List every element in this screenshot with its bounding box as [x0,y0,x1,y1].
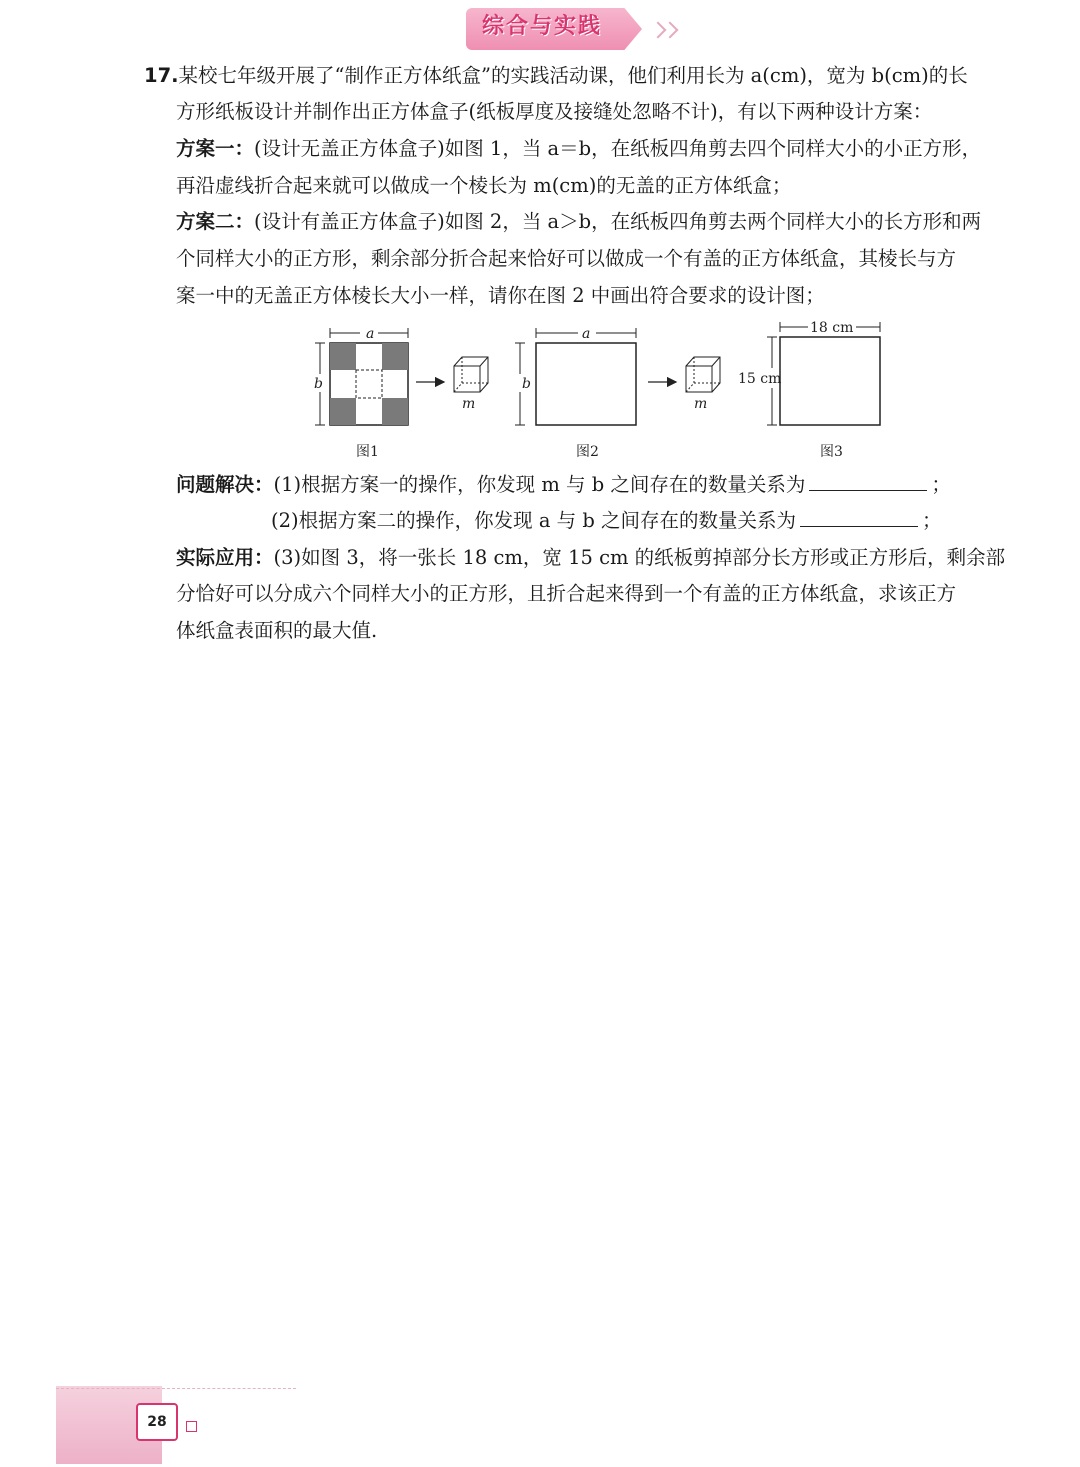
apply-line3: 体纸盒表面积的最大值. [176,619,378,642]
fig1-caption: 图1 [356,444,379,460]
question-intro-line1: 17.某校七年级开展了“制作正方体纸盒”的实践活动课，他们利用长为 a(cm)，宽为 b(cm)的长 [144,64,968,87]
fig1-label-b: b [314,376,323,392]
figure-2 [515,326,720,460]
fig2-caption: 图2 [576,444,599,460]
figure-1 [314,326,488,460]
chevron-right-icon [662,22,679,39]
solve-q2: (2)根据方案二的操作，你发现 a 与 b 之间存在的数量关系为 ； [271,509,942,532]
plan2-label: 方案二： [176,210,255,233]
page-number: 28 [136,1403,178,1441]
fig1-corner [382,398,408,425]
fig2-label-m: m [694,396,708,412]
footer-divider [56,1388,296,1390]
figures-area [300,316,900,466]
figure-3 [738,320,880,460]
plan1-label: 方案一： [176,137,255,160]
question-intro-line2: 方形纸板设计并制作出正方体盒子(纸板厚度及接缝处忽略不计)，有以下两种设计方案： [176,100,933,123]
fig1-corner [330,398,356,425]
fig1-corner [330,343,356,370]
section-title: 综合与实践 [482,14,603,39]
fig1-cube [454,357,488,392]
apply-line1: 实际应用：(3)如图 3，将一张长 18 cm，宽 15 cm 的纸板剪掉部分长方形或正方形后，剩余部 [176,546,1006,569]
fig3-width-label: 18 cm [810,320,854,336]
fig2-label-b: b [522,376,531,392]
fig2-board [536,343,636,425]
fig3-board [780,337,880,425]
fig1-corner [382,343,408,370]
plan2-line1: 方案二：(设计有盖正方体盒子)如图 2，当 a＞b，在纸板四角剪去两个同样大小的长方形和两 [176,210,982,233]
fig1-label-a: a [366,326,375,342]
apply-label: 实际应用： [176,546,274,569]
fig1-label-m: m [462,396,476,412]
solve-q1: 问题解决：(1)根据方案一的操作，你发现 m 与 b 之间存在的数量关系为 ； [176,473,951,496]
answer-blank-2[interactable] [800,508,918,527]
question-number: 17. [144,64,179,87]
plan2-line2: 个同样大小的正方形，剩余部分折合起来恰好可以做成一个有盖的正方体纸盒，其棱长与方 [176,247,957,270]
plan2-line3: 案一中的无盖正方体棱长大小一样，请你在图 2 中画出符合要求的设计图； [176,284,825,307]
answer-blank-1[interactable] [809,472,927,491]
apply-line2: 分恰好可以分成六个同样大小的正方形，且折合起来得到一个有盖的正方体纸盒，求该正方 [176,582,957,605]
fig1-fold-lines [356,370,382,398]
fig2-label-a: a [582,326,591,342]
fig2-cube [686,357,720,392]
fig3-height-label: 15 cm [738,371,782,387]
square-icon [186,1421,197,1432]
solve-label: 问题解决： [176,473,274,496]
plan1-line1: 方案一：(设计无盖正方体盒子)如图 1，当 a＝b，在纸板四角剪去四个同样大小的小正方形， [176,137,982,160]
plan1-line2: 再沿虚线折合起来就可以做成一个棱长为 m(cm)的无盖的正方体纸盒； [176,174,792,197]
fig3-caption: 图3 [820,444,843,460]
